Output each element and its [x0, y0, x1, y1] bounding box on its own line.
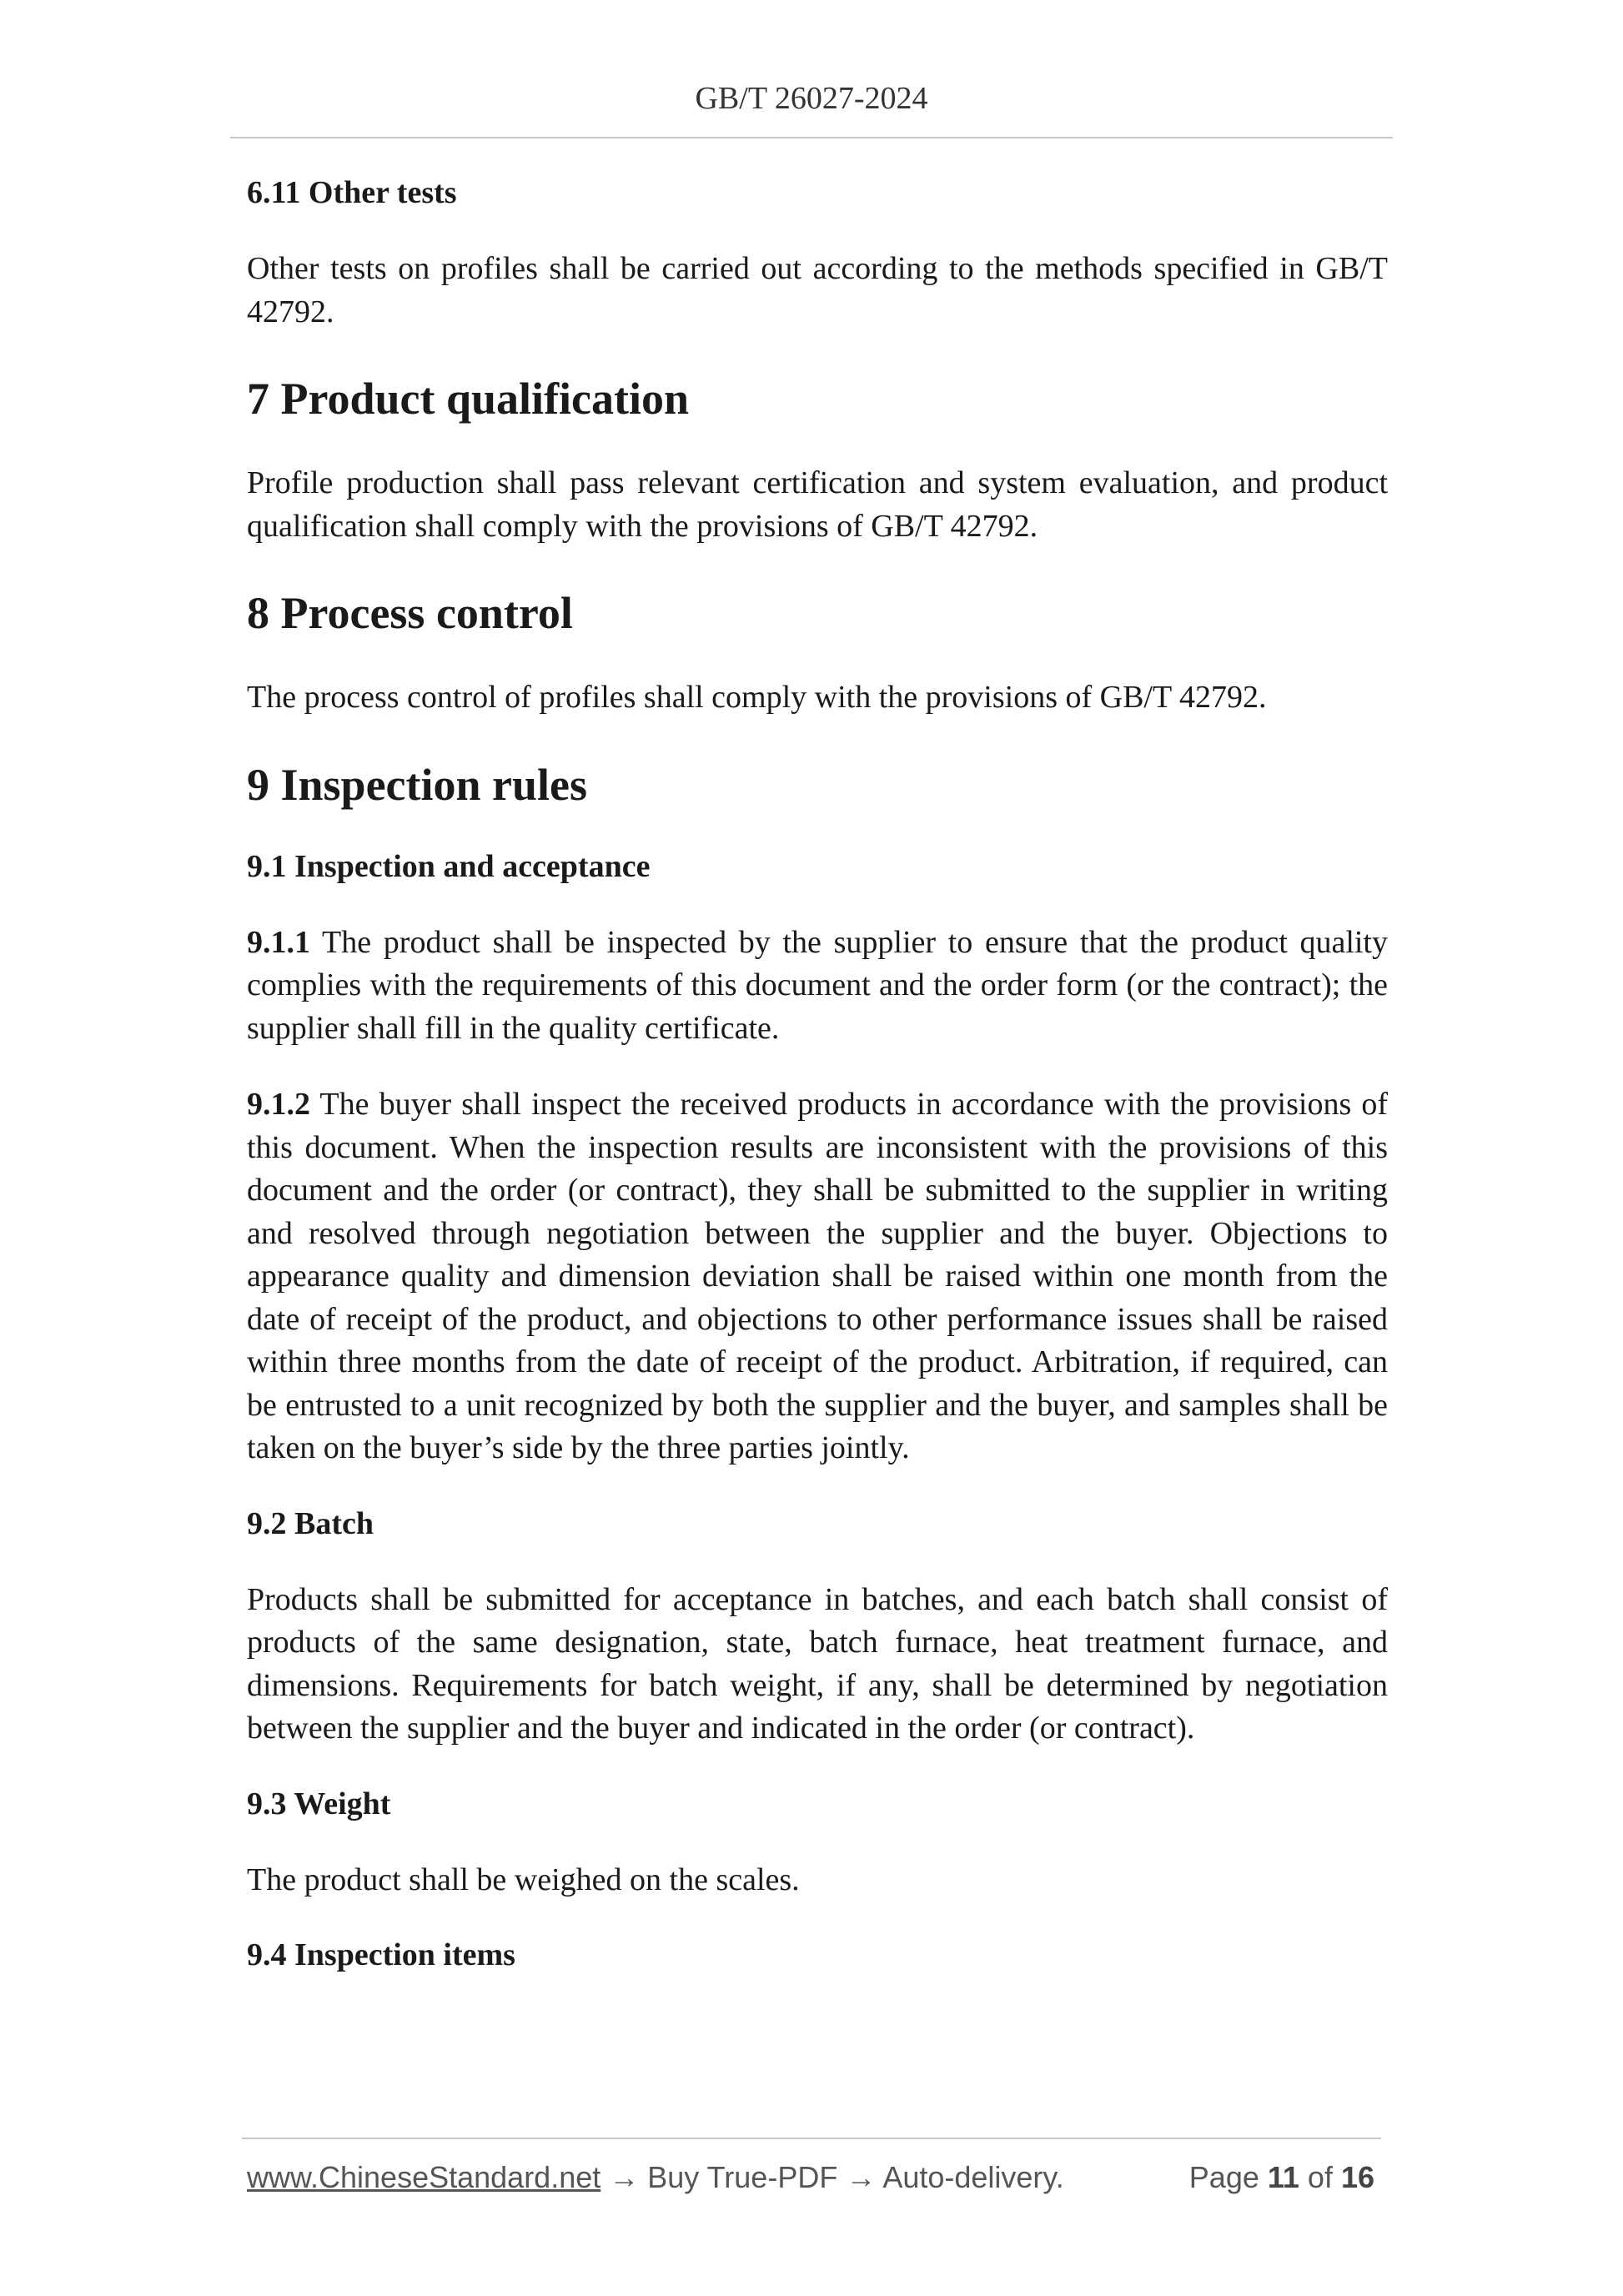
paragraph-9-3: The product shall be weighed on the scales. — [247, 1861, 800, 1897]
heading-6-11: 6.11 Other tests — [247, 175, 457, 210]
document-body — [247, 171, 1388, 1977]
page-number: 11 — [1267, 2160, 1299, 2194]
running-header: GB/T 26027-2024 — [695, 81, 928, 116]
footer-promo — [247, 2160, 1064, 2195]
of-label: of — [1299, 2160, 1341, 2194]
heading-8: 8 Process control — [247, 588, 573, 638]
heading-9-1: 9.1 Inspection and acceptance — [247, 848, 651, 884]
page-label: Page — [1188, 2160, 1268, 2194]
clause-number-9-1-1: 9.1.1 — [247, 924, 310, 960]
paragraph-8: The process control of profiles shall comply with the provisions of GB/T 42792. — [247, 680, 1267, 715]
page-total: 16 — [1340, 2160, 1374, 2194]
site-link[interactable]: www.ChineseStandard.net — [247, 2160, 601, 2194]
heading-7: 7 Product qualification — [247, 374, 690, 424]
paragraph-9-1-1 — [247, 922, 1388, 1051]
paragraph-6-11: Other tests on profiles shall be carried out according to the methods specified in GB/T 42792. — [247, 251, 1388, 329]
clause-text-9-1-2: The buyer shall inspect the received products in accordance with the provisions of this document. When the inspection results are inconsistent with the provisions of this document and the order (or contract), they shall be submitted to the supplier in writing and resolved through negotiation between the supplier and the buyer. Objections to appearance quality and dimension deviation shall be raised within one month from the date of receipt of the product, and objections to other performance issues shall be raised within three months from the date of receipt of the product. Arbitration, if required, can be entrusted to a unit recognized by both the supplier and the buyer, and samples shall be taken on the buyer’s side by the three parties jointly. — [247, 1087, 1388, 1465]
paragraph-9-1-2 — [247, 1083, 1388, 1470]
paragraph-9-2: Products shall be submitted for acceptance in batches, and each batch shall consist of products of the same designation, state, batch furnace, heat treatment furnace, and dimensions. Requirements for batch weight, if any, shall be determined by negotiation between the supplier and the buyer and indicated in the order (or contract). — [247, 1581, 1388, 1746]
footer-divider — [242, 2138, 1381, 2139]
clause-number-9-1-2: 9.1.2 — [247, 1087, 310, 1122]
heading-9-4: 9.4 Inspection items — [247, 1937, 515, 1972]
footer-promo-text: → Buy True-PDF → Auto-delivery. — [600, 2160, 1064, 2194]
page-footer — [247, 2160, 1381, 2202]
heading-9-2: 9.2 Batch — [247, 1505, 374, 1541]
header-divider — [230, 137, 1393, 138]
heading-9: 9 Inspection rules — [247, 759, 588, 810]
heading-9-3: 9.3 Weight — [247, 1786, 391, 1821]
paragraph-7: Profile production shall pass relevant certification and system evaluation, and product qualification shall comply with the provisions of GB/T 42792. — [247, 465, 1388, 544]
page-indicator — [1189, 2160, 1374, 2195]
clause-text-9-1-1: The product shall be inspected by the supplier to ensure that the product quality complies with the requirements of this document and the order form (or the contract); the supplier shall fill in the quality certificate. — [247, 924, 1388, 1046]
